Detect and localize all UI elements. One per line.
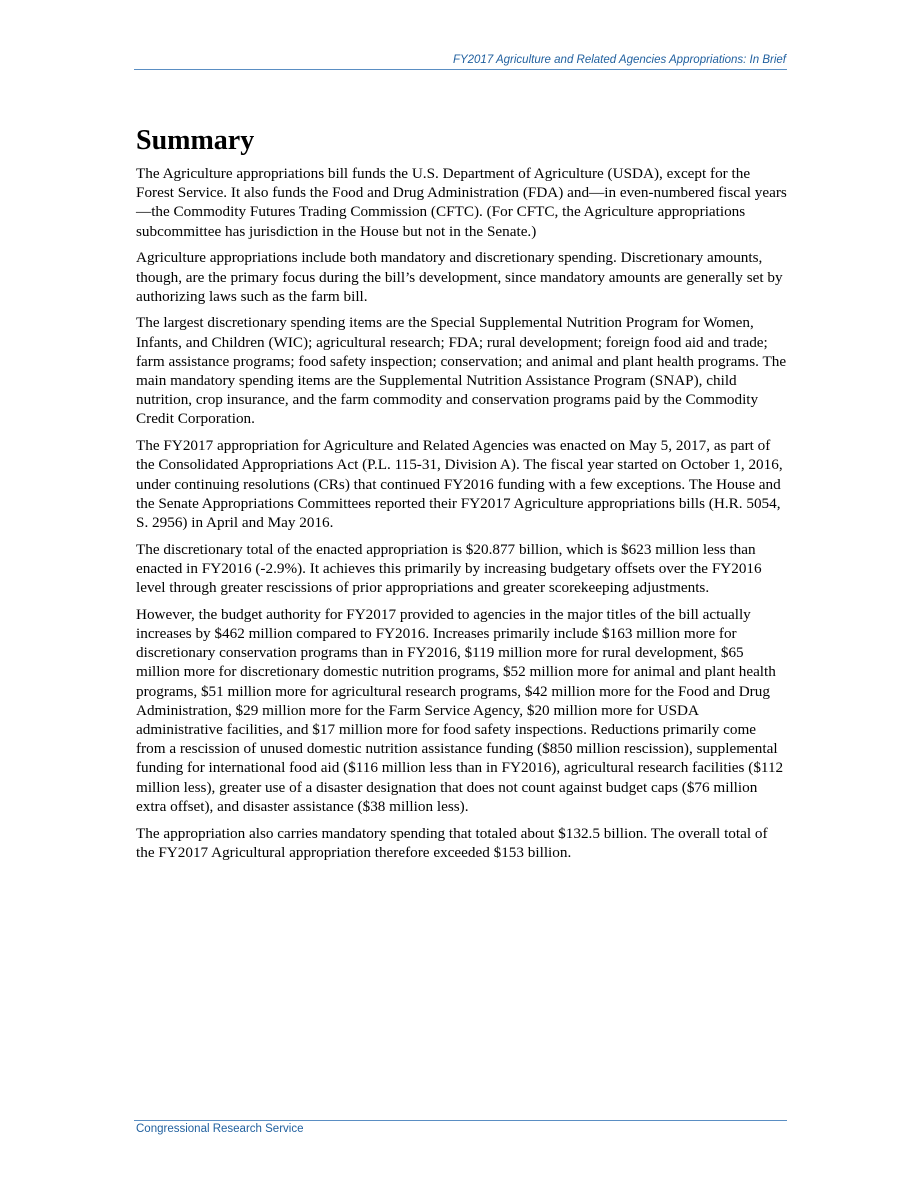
summary-section: [136, 124, 788, 869]
summary-paragraph-4: The FY2017 appropriation for Agriculture and Related Agencies was enacted on May 5, 2017, as part of the Consolidated Appropriations Act (P.L. 115-31, Division A). The fiscal year started on October 1, 2016, under continuing resolutions (CRs) that continued FY2016 funding with a few exceptions. The House and the Senate Appropriations Committees reported their FY2017 Agriculture appropriations bills (H.R. 5054, S. 2956) in April and May 2016.: [136, 437, 783, 531]
summary-paragraph-6: However, the budget authority for FY2017 provided to agencies in the major titles of the bill actually increases by $462 million compared to FY2016. Increases primarily include $163 million more for discretionary conservation programs than in FY2016, $119 million more for rural development, $65 million more for discretionary domestic nutrition programs, $52 million more for animal and plant health programs, $51 million more for agricultural research programs, $42 million more for the Food and Drug Administration, $29 million more for the Farm Service Agency, $20 million more for USDA administrative facilities, and $17 million more for food safety inspections. Reductions primarily come from a rescission of unused domestic nutrition assistance funding ($850 million rescission), supplemental funding for international food aid ($116 million less than in FY2016), agricultural research facilities ($112 million less), greater use of a disaster designation that does not count against budget caps ($76 million extra offset), and disaster assistance ($38 million less).: [136, 605, 784, 815]
summary-paragraph-3: The largest discretionary spending items are the Special Supplemental Nutrition Program for Women, Infants, and Children (WIC); agricultural research; FDA; rural development; foreign food aid and trade; farm assistance programs; food safety inspection; conservation; and animal and plant health programs. The main mandatory spending items are the Supplemental Nutrition Assistance Program (SNAP), child nutrition, crop insurance, and the farm commodity and conservation programs paid by the Commodity Credit Corporation.: [136, 314, 787, 428]
footer-divider: [134, 1120, 787, 1121]
summary-paragraph-5: The discretionary total of the enacted appropriation is $20.877 billion, which is $623 million less than enacted in FY2016 (-2.9%). It achieves this primarily by increasing budgetary offsets over the FY2016 level through greater rescissions of prior appropriations and greater scorekeeping adjustments.: [136, 540, 762, 597]
header-divider: [134, 69, 787, 70]
summary-paragraph-1: The Agriculture appropriations bill funds the U.S. Department of Agriculture (USDA), except for the Forest Service. It also funds the Food and Drug Administration (FDA) and—in even-numbered fiscal years—the Commodity Futures Trading Commission (CFTC). (For CFTC, the Agriculture appropriations subcommittee has jurisdiction in the House but not in the Senate.): [136, 165, 787, 240]
running-header: FY2017 Agriculture and Related Agencies Appropriations: In Brief: [452, 54, 786, 66]
summary-paragraph-7: The appropriation also carries mandatory spending that totaled about $132.5 billion. The overall total of the FY2017 Agricultural appropriation therefore exceeded $153 billion.: [136, 824, 768, 861]
footer-organization: Congressional Research Service: [136, 1123, 304, 1135]
section-title: Summary: [136, 125, 255, 156]
summary-paragraph-2: Agriculture appropriations include both mandatory and discretionary spending. Discretionary amounts, though, are the primary focus during the bill’s development, since mandatory amounts are generally set by authorizing laws such as the farm bill.: [136, 249, 783, 305]
